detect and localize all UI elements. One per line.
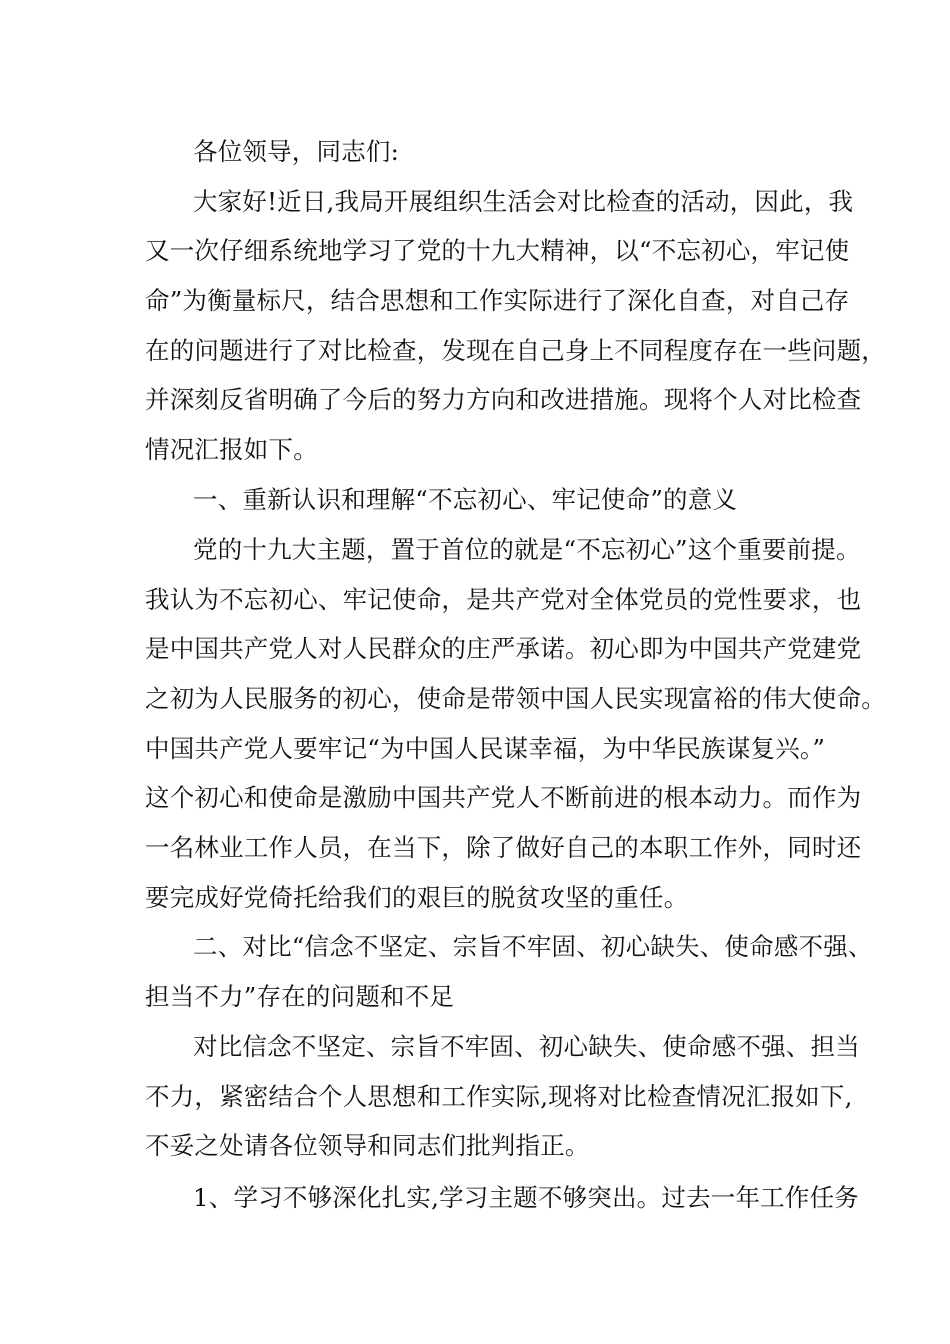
numbered-item-1: 1、学习不够深化扎实,学习主题不够突出。过去一年工作任务 <box>193 1183 859 1212</box>
paragraph-line: 大家好!近日,我局开展组织生活会对比检查的活动，因此，我 <box>193 187 854 216</box>
paragraph-line: 情况汇报如下。 <box>145 435 318 464</box>
paragraph-line: 又一次仔细系统地学习了党的十九大精神，以“不忘初心，牢记使 <box>145 236 850 265</box>
paragraph-line: 我认为不忘初心、牢记使命，是共产党对全体党员的党性要求，也 <box>145 585 862 614</box>
paragraph-line: 中国共产党人要牢记“为中国人民谋幸福，为中华民族谋复兴。” <box>145 734 826 763</box>
paragraph-line: 是中国共产党人对人民群众的庄严承诺。初心即为中国共产党建党 <box>145 634 862 663</box>
paragraph-line: 并深刻反省明确了今后的努力方向和改进措施。现将个人对比检查 <box>145 385 862 414</box>
paragraph-line: 不力，紧密结合个人思想和工作实际,现将对比检查情况汇报如下, <box>145 1082 853 1111</box>
paragraph-line: 之初为人民服务的初心，使命是带领中国人民实现富裕的伟大使命。 <box>145 684 886 713</box>
section-heading-1: 一、重新认识和理解“不忘初心、牢记使命”的意义 <box>193 485 738 514</box>
paragraph-line: 命”为衡量标尺，结合思想和工作实际进行了深化自查，对自己存 <box>145 286 850 315</box>
paragraph-line: 这个初心和使命是激励中国共产党人不断前进的根本动力。而作为 <box>145 783 862 812</box>
paragraph-line: 对比信念不坚定、宗旨不牢固、初心缺失、使命感不强、担当 <box>193 1032 860 1061</box>
section-heading-2: 二、对比“信念不坚定、宗旨不牢固、初心缺失、使命感不强、 <box>193 932 873 961</box>
paragraph-line: 在的问题进行了对比检查，发现在自己身上不同程度存在一些问题， <box>145 336 886 365</box>
salutation: 各位领导，同志们: <box>193 137 400 166</box>
paragraph-line: 一名林业工作人员，在当下，除了做好自己的本职工作外，同时还 <box>145 833 862 862</box>
paragraph-line: 党的十九大主题，置于首位的就是“不忘初心”这个重要前提。 <box>193 535 861 564</box>
section-heading-2-continued: 担当不力”存在的问题和不足 <box>145 982 455 1011</box>
paragraph-line: 不妥之处请各位领导和同志们批判指正。 <box>145 1131 590 1160</box>
paragraph-line: 要完成好党倚托给我们的艰巨的脱贫攻坚的重任。 <box>145 883 689 912</box>
